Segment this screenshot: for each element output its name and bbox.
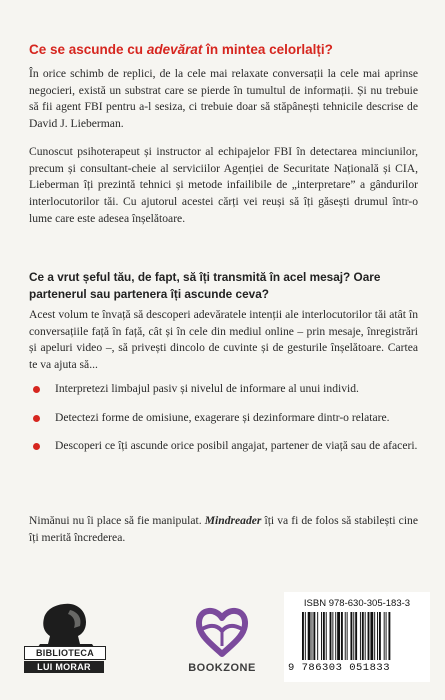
bullet-dot-icon (33, 386, 40, 393)
barcode-icon (302, 612, 414, 662)
intro-paragraph-1: În orice schimb de replici, de la cele mai relaxate conversații la cele mai aprinse negocieri, există un substrat care se pierde în tumultul de informații. Și nu trebuie să fii agent FBI pentru a-l sesiza, ci trebuie doar să stăpânești tehnicile descrise de David J. Lieberman. (29, 67, 418, 131)
bookzone-logo (172, 598, 272, 678)
benefit-list (29, 381, 418, 467)
list-item-text: Descoperi ce îți ascunde orice posibil angajat, partener de viață sau de afaceri. (55, 439, 418, 453)
logo-line-biblioteca: BIBLIOTECA (24, 646, 106, 660)
isbn-label: ISBN 978-630-305-183-3 (303, 598, 411, 609)
portrait-silhouette-icon (20, 600, 110, 650)
bullet-dot-icon (33, 443, 40, 450)
bullet-dot-icon (33, 415, 40, 422)
isbn-barcode (284, 592, 430, 682)
closing-paragraph (29, 513, 418, 546)
subheading: Ce a vrut șeful tău, de fapt, să îți transmită în acel mesaj? Oare partenerul sau partenera îți ascunde ceva? (29, 270, 381, 301)
list-item-text: Interpretezi limbajul pasiv și nivelul de informare al unui individ. (55, 382, 359, 395)
biblioteca-lui-morar-logo (20, 600, 130, 678)
intro-paragraph-2: Cunoscut psihoterapeut și instructor al echipajelor FBI în detectarea minciunilor, precum și consultant-cheie al serviciilor Agenției de Securitate Națională și CIA, Lieberman îți prezintă tehnici și metode infailibile de „interpretare” a gândurilor interlocutorilor tăi. Cu ajutorul acestei cărți vei reuși să îți găsești drumul într-o lume care este adesea înșelătoare. (29, 145, 418, 225)
headline-emphasis: adevărat (146, 42, 203, 57)
bookzone-label: BOOKZONE (188, 662, 256, 674)
headline-text-start: Ce se ascunde cu (29, 42, 147, 57)
closing-text-start: Nimănui nu îi place să fie manipulat. (29, 514, 205, 527)
list-item (29, 438, 418, 455)
closing-text-end: îți va fi de folos să stabilești cine îți merită încrederea. (29, 514, 418, 544)
book-title-mention: Mindreader (204, 514, 262, 527)
barcode-digits: 9 786303 051833 (288, 662, 391, 674)
headline (29, 42, 419, 57)
heart-book-icon (172, 598, 272, 660)
body-paragraph: Acest volum te învață să descoperi adevăratele intenții ale interlocutorilor tăi atât în conversațiile față în față, cât și în cele din mediul online – prin mesaje, înregistrări și apeluri video –, să privești dincolo de cuvinte și de gesturile înșelătoare. Cartea te va ajuta să... (29, 308, 418, 372)
list-item (29, 381, 418, 398)
headline-text-end: în mintea celorlalți? (202, 42, 333, 57)
list-item (29, 410, 418, 427)
list-item-text: Detectezi forme de omisiune, exagerare și dezinformare dintr-o relatare. (55, 410, 390, 424)
logo-line-lui-morar: LUI MORAR (24, 661, 104, 673)
